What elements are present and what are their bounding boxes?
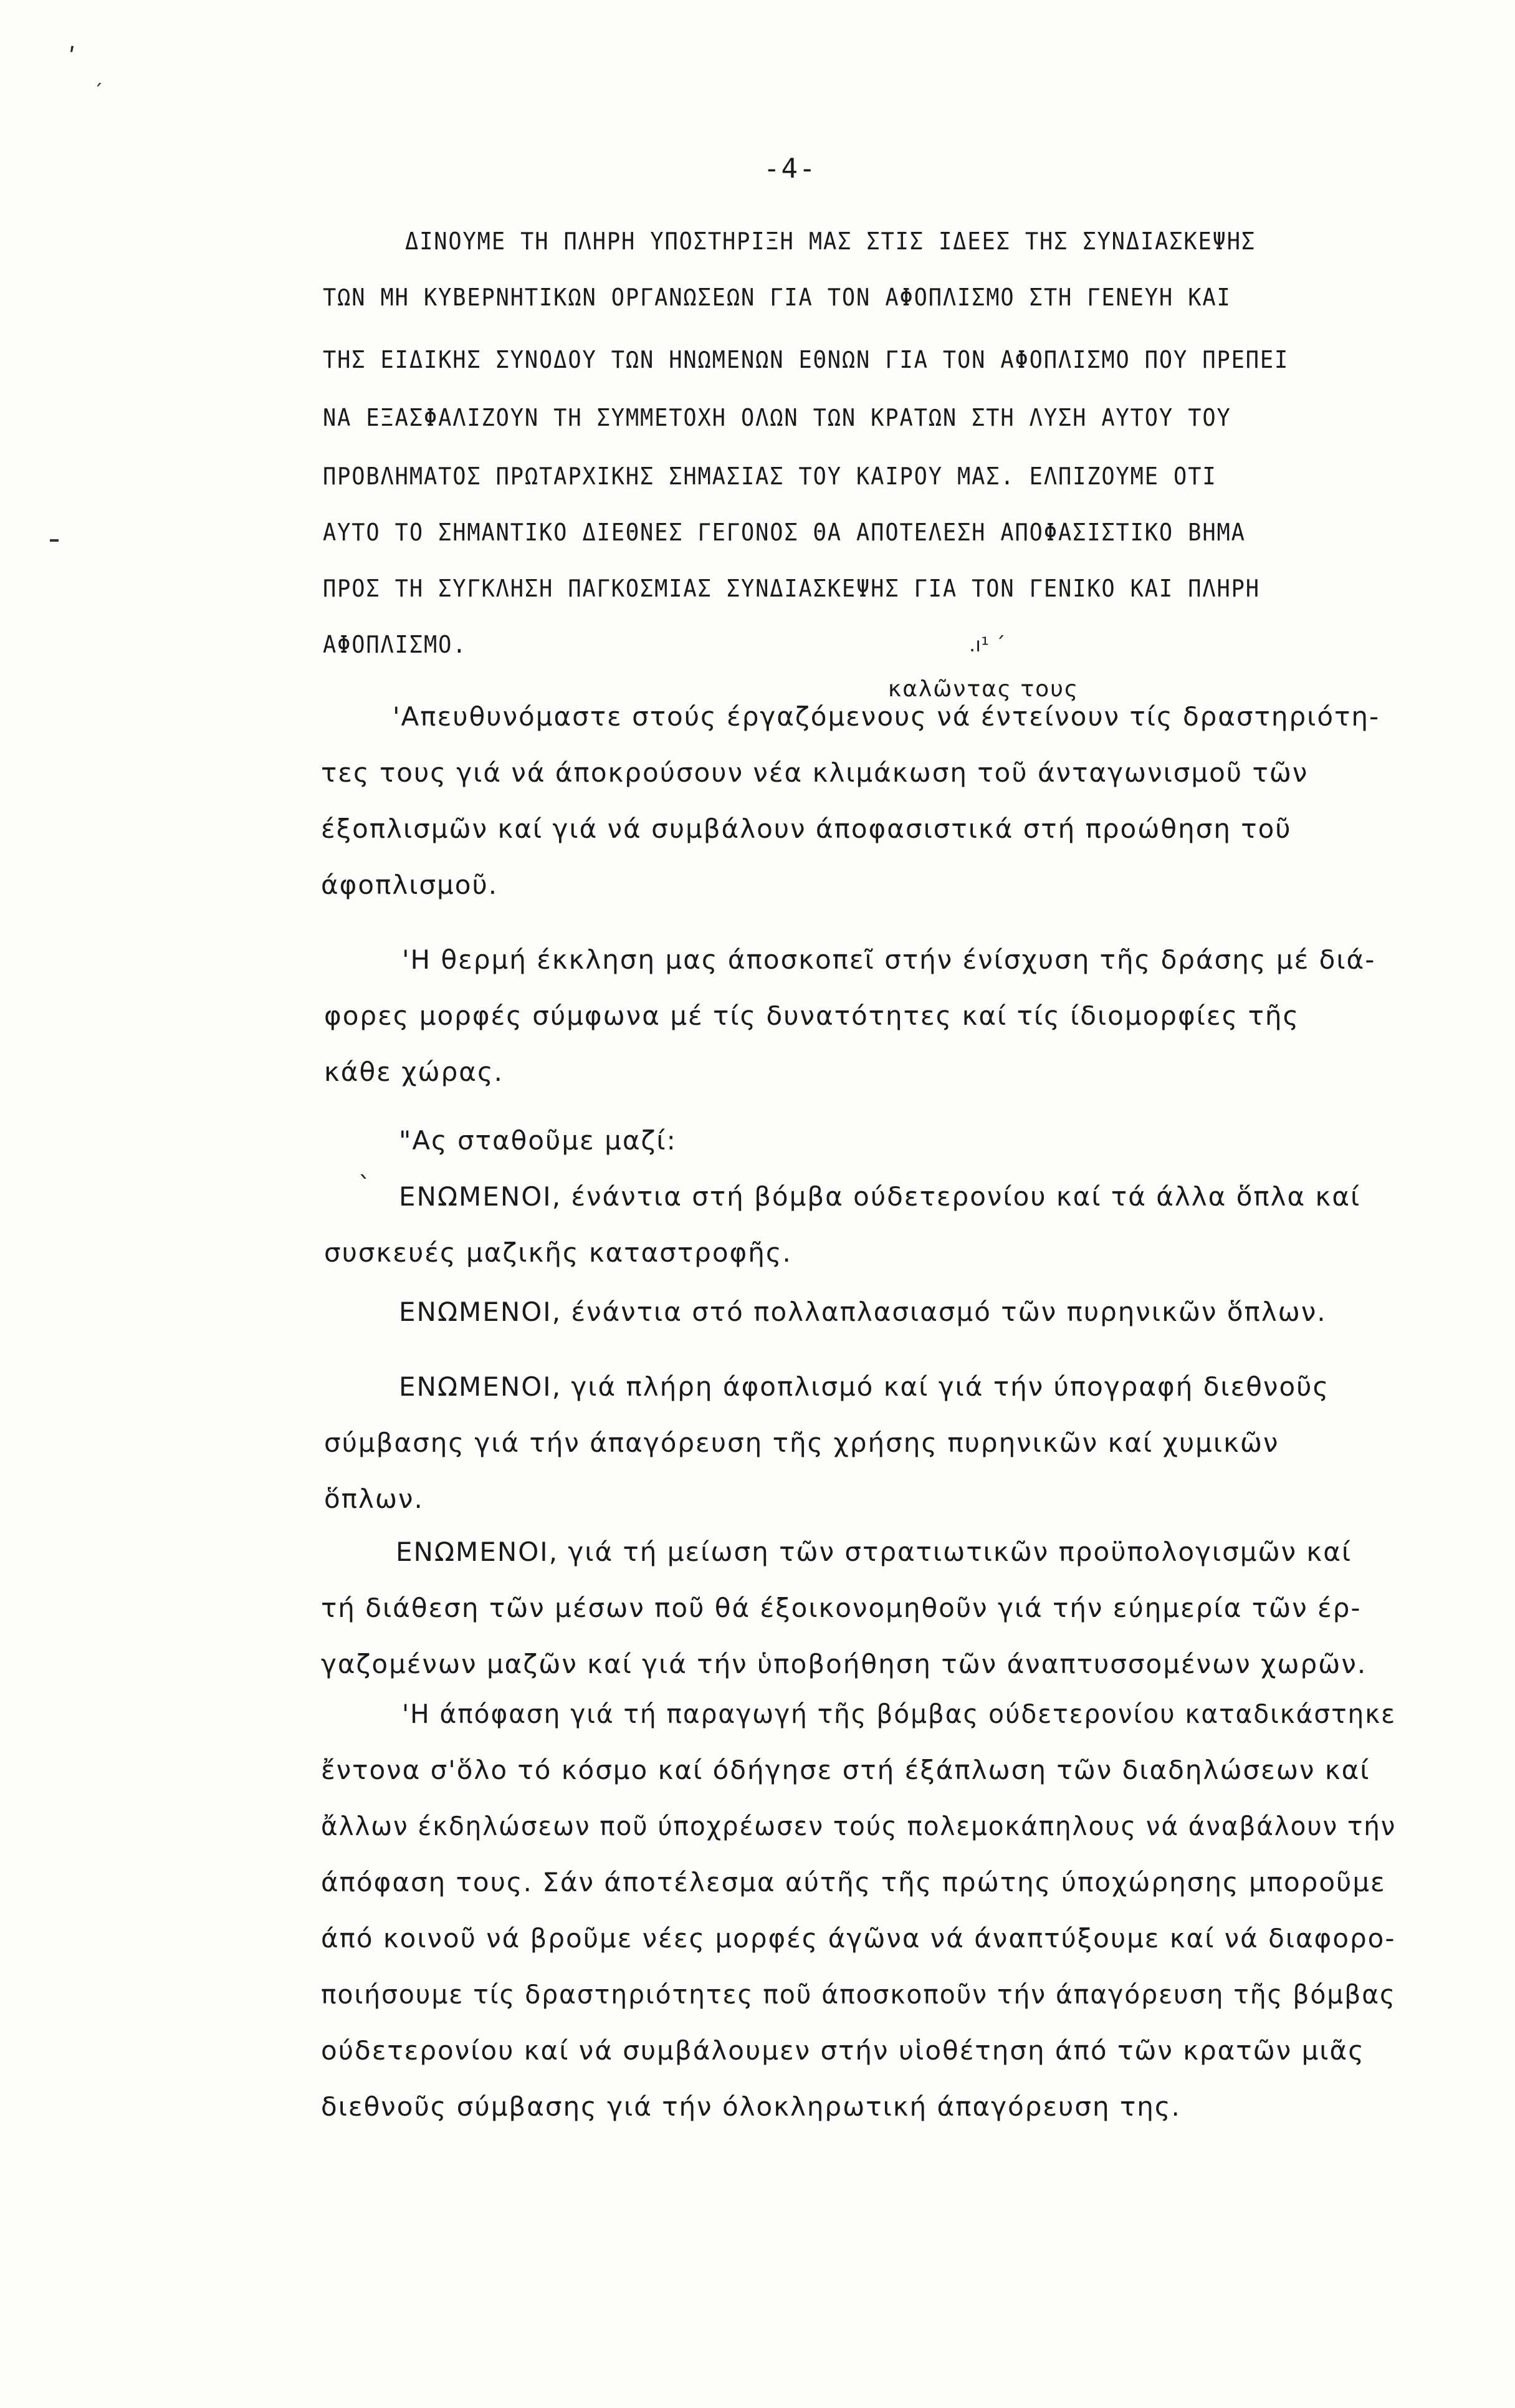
- para7-line1: ΕΝΩΜΕΝΟΙ, γιά πλήρη άφοπλισμό καί γιά τήν ύπογραφή διεθνοῦς: [399, 1371, 1330, 1402]
- para9-line5: άπό κοινοῦ νά βροῦμε νέες μορφές άγῶνα νά άναπτύξουμε καί νά διαφορο-: [321, 1923, 1396, 1954]
- para2-line3: έξοπλισμῶν καί γιά νά συμβάλουν άποφασιστικά στή προώθηση τοῦ: [321, 813, 1292, 844]
- para9-line8: διεθνοῦς σύμβασης γιά τήν όλοκληρωτική άπαγόρευση της.: [321, 2091, 1181, 2122]
- para1-line5: ΠΡΟΒΛΗΜΑΤΟΣ ΠΡΩΤΑΡΧΙΚΗΣ ΣΗΜΑΣΙΑΣ ΤΟΥ ΚΑΙΡΟΥ ΜΑΣ. ΕΛΠΙΖΟΥΜΕ ΟΤΙ: [323, 463, 1217, 490]
- para9-line6: ποιήσουμε τίς δραστηριότητες ποῦ άποσκοποῦν τήν άπαγόρευση τῆς βόμβας: [321, 1979, 1396, 2010]
- para6-line1: ΕΝΩΜΕΝΟΙ, ένάντια στό πολλαπλασιασμό τῶν πυρηνικῶν ὅπλων.: [399, 1297, 1327, 1327]
- para2-line4: άφοπλισμοῦ.: [321, 870, 499, 900]
- para9-line4: άπόφαση τους. Σάν άποτέλεσμα αύτῆς τῆς πρώτης ύποχώρησης μποροῦμε: [321, 1867, 1386, 1897]
- scan-mark-top-left: ʹ: [69, 44, 76, 72]
- para8-line1: ΕΝΩΜΕΝΟΙ, γιά τή μείωση τῶν στρατιωτικῶν προϋπολογισμῶν καί: [396, 1537, 1352, 1567]
- para3-line1: 'Η θερμή έκκληση μας άποσκοπεῖ στήν ένίσχυση τῆς δράσης μέ διά-: [402, 944, 1376, 975]
- para1-line6: ΑΥΤΟ ΤΟ ΣΗΜΑΝΤΙΚΟ ΔΙΕΘΝΕΣ ΓΕΓΟΝΟΣ ΘΑ ΑΠΟΤΕΛΕΣΗ ΑΠΟΦΑΣΙΣΤΙΚΟ ΒΗΜΑ: [323, 519, 1246, 546]
- para5-line2: συσκευές μαζικῆς καταστροφῆς.: [324, 1237, 792, 1268]
- margin-tick-left: [50, 539, 59, 542]
- para5-line1: ΕΝΩΜΕΝΟΙ, ένάντια στή βόμβα ούδετερονίου καί τά άλλα ὅπλα καί: [399, 1181, 1361, 1212]
- insertion-note: καλῶντας τους: [888, 676, 1079, 702]
- para3-line3: κάθε χώρας.: [324, 1057, 504, 1087]
- para7-line3: ὅπλων.: [324, 1484, 424, 1514]
- para1-line3: ΤΗΣ ΕΙΔΙΚΗΣ ΣΥΝΟΔΟΥ ΤΩΝ ΗΝΩΜΕΝΩΝ ΕΘΝΩΝ ΓΙΑ ΤΟΝ ΑΦΟΠΛΙΣΜΟ ΠΟΥ ΠΡΕΠΕΙ: [323, 346, 1289, 373]
- correction-mark: .ı¹ ˊ: [969, 633, 1006, 656]
- para2-line1: 'Απευθυνόμαστε στούς έργαζόμενους νά έντείνουν τίς δραστηριότη-: [393, 701, 1380, 732]
- para1-line4: ΝΑ ΕΞΑΣΦΑΛΙΖΟΥΝ ΤΗ ΣΥΜΜΕΤΟΧΗ ΟΛΩΝ ΤΩΝ ΚΡΑΤΩΝ ΣΤΗ ΛΥΣΗ ΑΥΤΟΥ ΤΟΥ: [323, 404, 1231, 431]
- para3-line2: φορες μορφές σύμφωνα μέ τίς δυνατότητες καί τίς ίδιομορφίες τῆς: [324, 1000, 1300, 1031]
- para9-line7: ούδετερονίου καί νά συμβάλουμεν στήν υἱοθέτηση άπό τῶν κρατῶν μιᾶς: [321, 2035, 1365, 2066]
- para1-line1: ΔΙΝΟΥΜΕ ΤΗ ΠΛΗΡΗ ΥΠΟΣΤΗΡΙΞΗ ΜΑΣ ΣΤΙΣ ΙΔΕΕΣ ΤΗΣ ΣΥΝΔΙΑΣΚΕΨΗΣ: [405, 228, 1256, 255]
- para1-line7: ΠΡΟΣ ΤΗ ΣΥΓΚΛΗΣΗ ΠΑΓΚΟΣΜΙΑΣ ΣΥΝΔΙΑΣΚΕΨΗΣ ΓΙΑ ΤΟΝ ΓΕΝΙΚΟ ΚΑΙ ΠΛΗΡΗ: [323, 575, 1260, 602]
- page-number: -4-: [763, 153, 817, 185]
- para1-line8: ΑΦΟΠΛΙΣΜΟ.: [323, 631, 467, 658]
- para7-line2: σύμβασης γιά τήν άπαγόρευση τῆς χρήσης πυρηνικῶν καί χυμικῶν: [324, 1427, 1279, 1458]
- scan-mark-top-left-2: ˊ: [93, 81, 103, 103]
- para8-line2: τή διάθεση τῶν μέσων ποῦ θά έξοικονομηθοῦν γιά τήν εύημερία τῶν έρ-: [321, 1593, 1362, 1623]
- para1-line2: ΤΩΝ ΜΗ ΚΥΒΕΡΝΗΤΙΚΩΝ ΟΡΓΑΝΩΣΕΩΝ ΓΙΑ ΤΟΝ ΑΦΟΠΛΙΣΜΟ ΣΤΗ ΓΕΝΕΥΗ ΚΑΙ: [323, 284, 1231, 311]
- bullet-mark: `: [358, 1172, 371, 1201]
- para2-line2: τες τους γιά νά άποκρούσουν νέα κλιμάκωση τοῦ άνταγωνισμοῦ τῶν: [321, 757, 1309, 788]
- para9-line3: ἄλλων έκδηλώσεων ποῦ ύποχρέωσεν τούς πολεμοκάπηλους νά άναβάλουν τήν: [321, 1811, 1397, 1841]
- para9-line1: 'Η άπόφαση γιά τή παραγωγή τῆς βόμβας ούδετερονίου καταδικάστηκε: [402, 1699, 1397, 1729]
- para4-line1: "Ας σταθοῦμε μαζί:: [399, 1125, 677, 1156]
- para8-line3: γαζομένων μαζῶν καί γιά τήν ὑποβοήθηση τῶν άναπτυσσομένων χωρῶν.: [321, 1649, 1367, 1679]
- para9-line2: ἔντονα σ'ὅλο τό κόσμο καί όδήγησε στή έξάπλωση τῶν διαδηλώσεων καί: [321, 1755, 1370, 1785]
